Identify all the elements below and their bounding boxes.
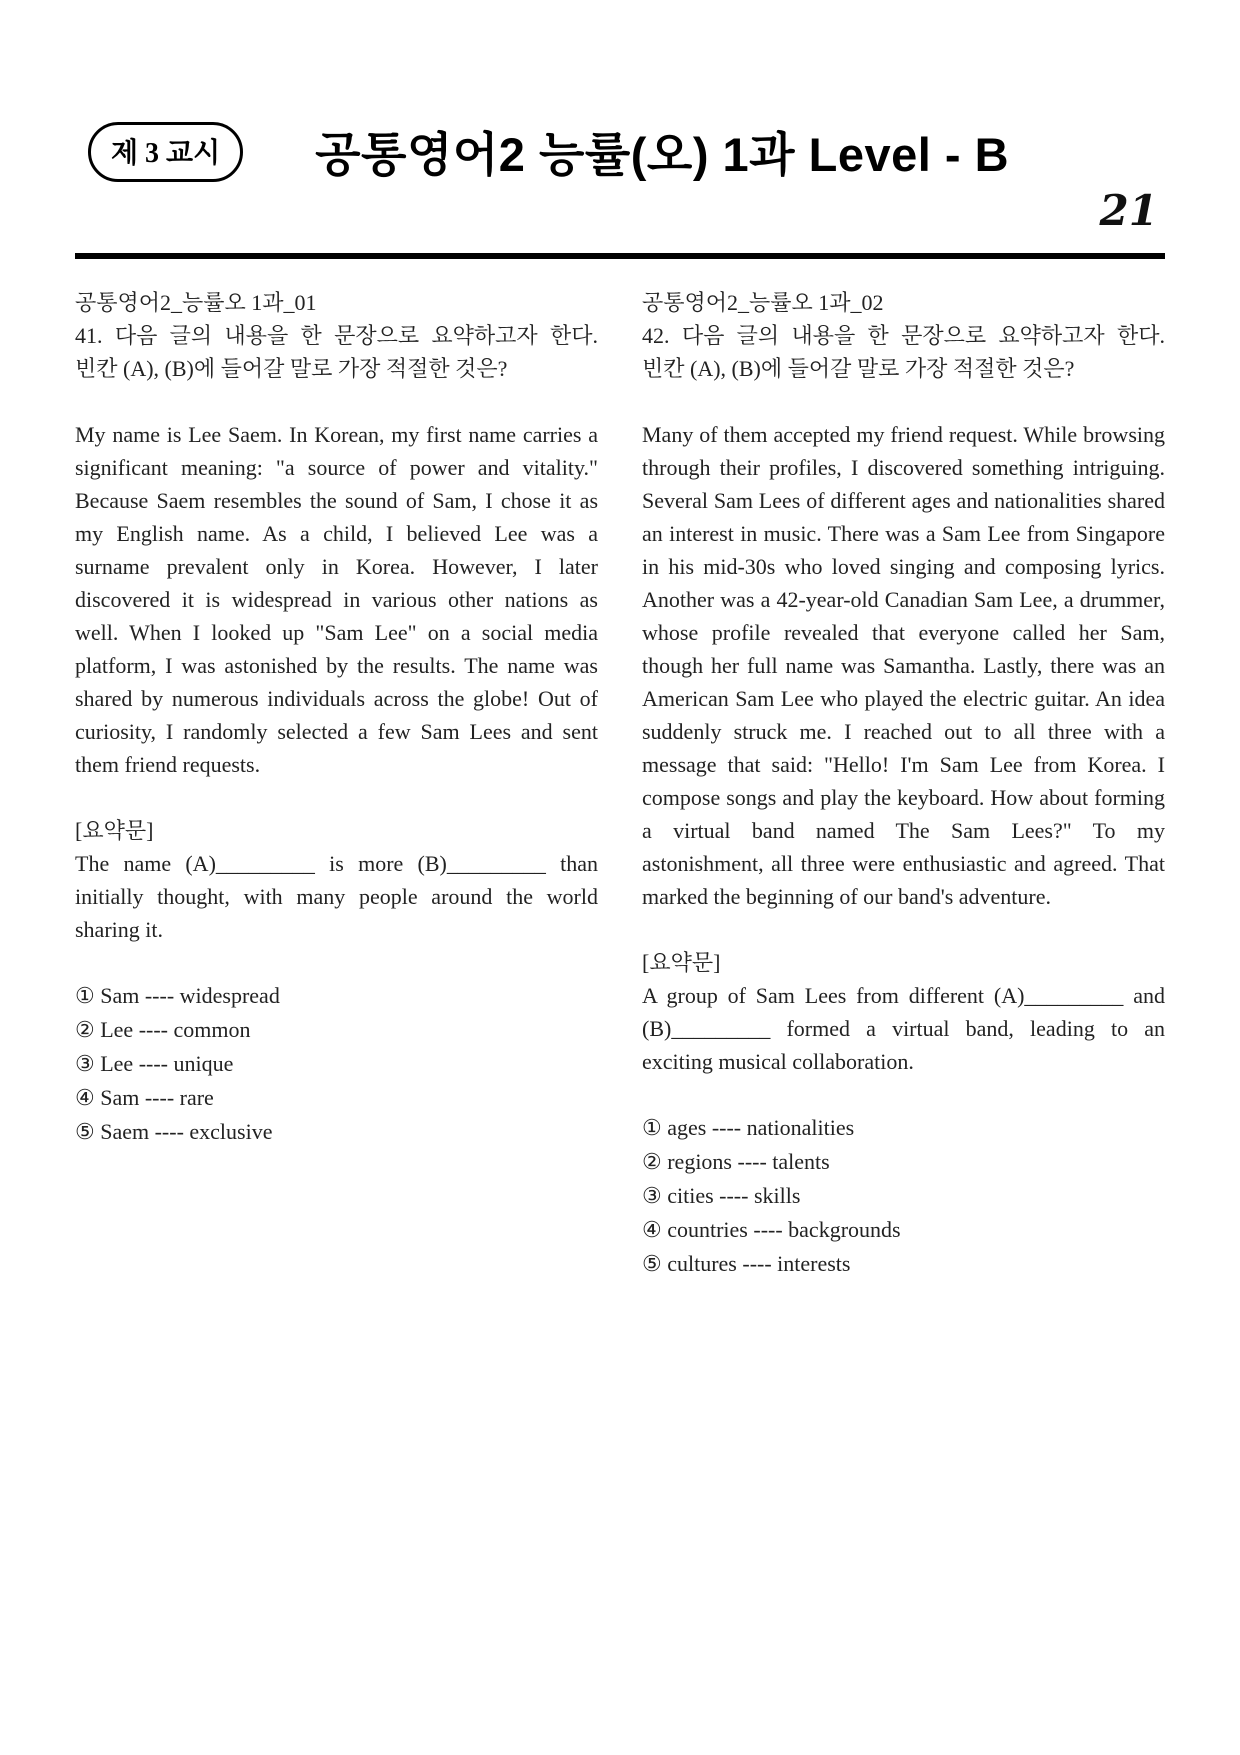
choice-option-4: ④ countries ---- backgrounds	[642, 1217, 901, 1242]
choice-option-1: ① ages ---- nationalities	[642, 1115, 855, 1140]
question-code: 공통영어2_능률오 1과_02	[642, 290, 884, 315]
choice-option-4: ④ Sam ---- rare	[75, 1085, 214, 1110]
summary-label: [요약문]	[75, 818, 154, 843]
choice-option-5: ⑤ Saem ---- exclusive	[75, 1119, 273, 1144]
question-code: 공통영어2_능률오 1과_01	[75, 290, 317, 315]
passage: Many of them accepted my friend request. While browsing through their profiles, I discovered something intriguing. Several Sam Lees of different ages and nationalities shared an interest in music. There was a Sam Lee from Singapore in his mid-30s who loved singing and composing lyrics. Another was a 42-year-old Canadian Sam Lee, a drummer, whose profile revealed that everyone called her Sam, though her full name was Samantha. Lastly, there was an American Sam Lee who played the electric guitar. An idea suddenly struck me. I reached out to all three with a message that said: "Hello! I'm Sam Lee from Korea. I compose songs and play the keyboard. How about forming a virtual band named The Sam Lees?" To my astonishment, all three were enthusiastic and agreed. That marked the beginning of our band's adventure.	[642, 422, 1165, 909]
passage: My name is Lee Saem. In Korean, my first name carries a significant meaning: "a source of power and vitality." Because Saem resembles the sound of Sam, I chose it as my English name. As a child, I believed Lee was a surname prevalent only in Korea. However, I later discovered it is widespread in various other nations as well. When I looked up "Sam Lee" on a social media platform, I was astonished by the results. The name was shared by numerous individuals across the globe! Out of curiosity, I randomly selected a few Sam Lees and sent them friend requests.	[75, 422, 598, 777]
header-rule	[75, 253, 1165, 259]
choice-option-3: ③ cities ---- skills	[642, 1183, 801, 1208]
question-column-41	[75, 286, 598, 1281]
choice-option-2: ② Lee ---- common	[75, 1017, 251, 1042]
course-period-badge: 제 3 교시	[88, 122, 243, 182]
page-number: 21	[1099, 186, 1158, 235]
page-header	[88, 118, 1165, 185]
summary-text: A group of Sam Lees from different (A)_________ and (B)_________ formed a virtual band, leading to an exciting musical collaboration.	[642, 983, 1165, 1074]
choice-option-5: ⑤ cultures ---- interests	[642, 1251, 851, 1276]
summary-text: The name (A)_________ is more (B)_________ than initially thought, with many people around the world sharing it.	[75, 851, 598, 942]
choice-option-2: ② regions ---- talents	[642, 1149, 830, 1174]
choice-list	[642, 1111, 1165, 1281]
choice-list	[75, 979, 598, 1149]
question-prompt: 41. 다음 글의 내용을 한 문장으로 요약하고자 한다. 빈칸 (A), (B)에 들어갈 말로 가장 적절한 것은?	[75, 323, 598, 381]
question-prompt: 42. 다음 글의 내용을 한 문장으로 요약하고자 한다. 빈칸 (A), (B)에 들어갈 말로 가장 적절한 것은?	[642, 323, 1165, 381]
question-columns	[75, 286, 1165, 1281]
page-title: 공통영어2 능률(오) 1과 Level - B	[315, 128, 1010, 181]
summary-label: [요약문]	[642, 950, 721, 975]
choice-option-3: ③ Lee ---- unique	[75, 1051, 234, 1076]
question-column-42	[642, 286, 1165, 1281]
choice-option-1: ① Sam ---- widespread	[75, 983, 280, 1008]
